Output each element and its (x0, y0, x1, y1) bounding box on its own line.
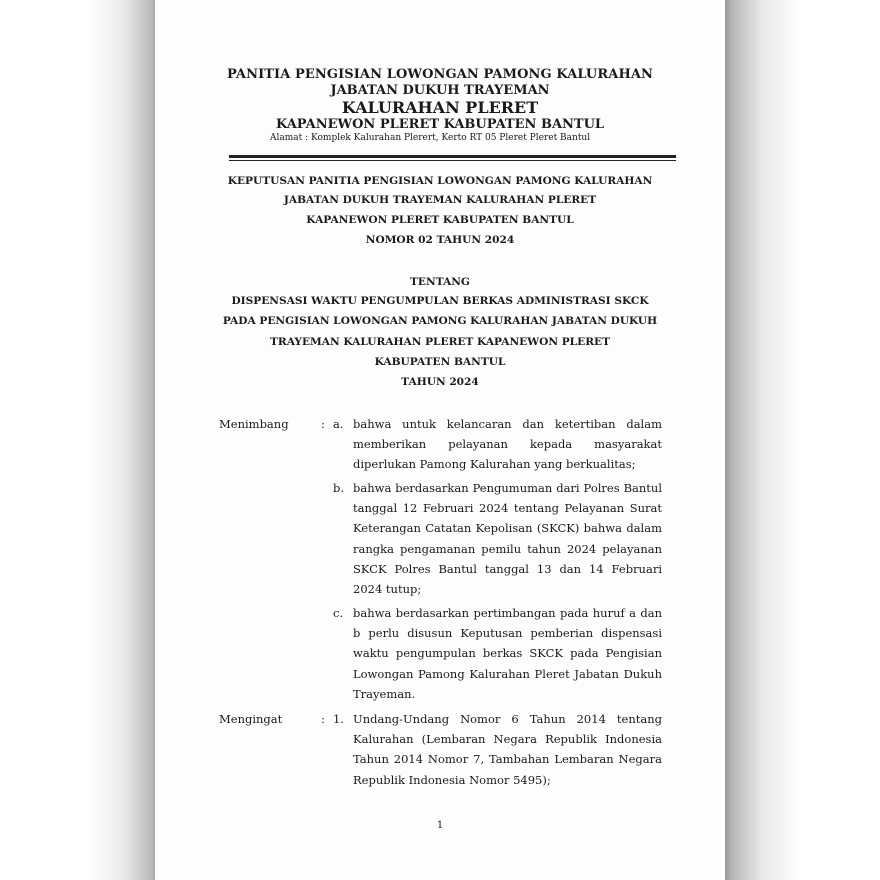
subject-line-4: KABUPATEN BANTUL (374, 356, 506, 368)
letterhead-address: Alamat : Komplek Kalurahan Plerert, Kerto RT 05 Pleret Pleret Bantul (270, 133, 591, 143)
letterhead-line-2: JABATAN DUKUH TRAYEMAN (330, 83, 550, 98)
letterhead-line-4: KAPANEWON PLERET KABUPATEN BANTUL (275, 117, 605, 132)
letterhead-line-3: KALURAHAN PLERET (341, 98, 539, 117)
subject-tentang: TENTANG (410, 276, 470, 288)
mengingat-marker-1: 1. (333, 712, 344, 726)
letterhead-line-1: PANITIA PENGISIAN LOWONGAN PAMONG KALURAHAN (226, 67, 654, 82)
menimbang-colon: : (321, 417, 325, 431)
menimbang-item-b: bahwa berdasarkan Pengumuman dari Polres Bantul tanggal 12 Februari 2024 tentang Pelayanan Surat Keterangan Catatan Kepolisan (SKCK) bahwa dalam rangka pengamanan pemilu tahun 2024 pelayanan SKCK Polres Bantul tanggal 13 dan 14 Februari 2024 tutup; (353, 481, 662, 597)
letterhead-divider-thick (229, 155, 676, 158)
scan-shadow-right (722, 0, 880, 880)
menimbang-label: Menimbang (219, 417, 289, 431)
menimbang-marker-a: a. (333, 417, 344, 431)
menimbang-marker-b: b. (333, 481, 345, 495)
scan-shadow-left (0, 0, 160, 880)
mengingat-label: Mengingat (219, 712, 283, 726)
decree-title-3: KAPANEWON PLERET KABUPATEN BANTUL (306, 214, 574, 226)
letterhead-divider-thin (229, 160, 676, 161)
page-number: 1 (436, 820, 444, 831)
menimbang-item-c: bahwa berdasarkan pertimbangan pada huruf a dan b perlu disusun Keputusan pemberian dispensasi waktu pengumpulan berkas SKCK pada Pengisian Lowongan Pamong Kalurahan Pleret Jabatan Dukuh Trayeman. (353, 606, 662, 701)
subject-line-2: PADA PENGISIAN LOWONGAN PAMONG KALURAHAN JABATAN DUKUH (222, 315, 658, 327)
subject-line-5: TAHUN 2024 (401, 376, 479, 388)
decree-title-1: KEPUTUSAN PANITIA PENGISIAN LOWONGAN PAMONG KALURAHAN (227, 175, 653, 187)
subject-line-3: TRAYEMAN KALURAHAN PLERET KAPANEWON PLERET (270, 336, 610, 348)
mengingat-item-1: Undang-Undang Nomor 6 Tahun 2014 tentang Kalurahan (Lembaran Negara Republik Indonesia Tahun 2014 Nomor 7, Tambahan Lembaran Negara Republik Indonesia Nomor 5495); (353, 712, 662, 787)
mengingat-colon: : (321, 712, 325, 726)
decree-number: NOMOR 02 TAHUN 2024 (365, 234, 515, 246)
menimbang-item-a: bahwa untuk kelancaran dan ketertiban dalam memberikan pelayanan kepada masyarakat diperlukan Pamong Kalurahan yang berkualitas; (353, 417, 662, 472)
menimbang-marker-c: c. (333, 606, 344, 620)
subject-line-1: DISPENSASI WAKTU PENGUMPULAN BERKAS ADMINISTRASI SKCK (231, 295, 649, 307)
decree-title-2: JABATAN DUKUH TRAYEMAN KALURAHAN PLERET (283, 194, 597, 206)
